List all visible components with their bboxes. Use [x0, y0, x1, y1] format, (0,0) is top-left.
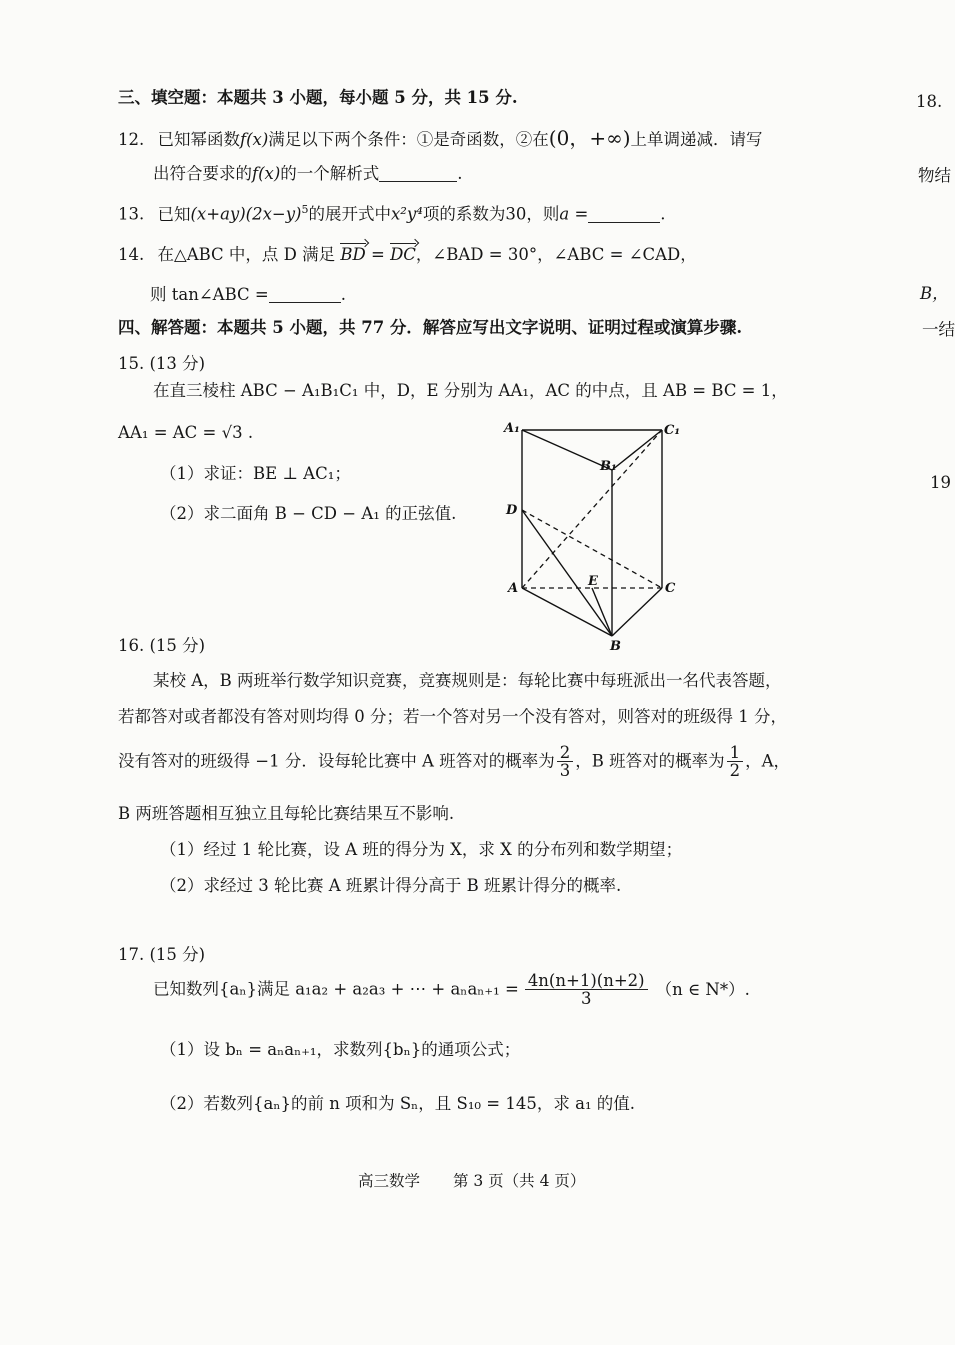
- q13-line: 13. 已知$(x+ay)(2x-y)^5$的展开式中x²y⁴项的系数为30，则a = .: [118, 203, 666, 224]
- q17-line1: 已知数列{aₙ}满足 a₁a₂ + a₂a₃ + ⋯ + aₙaₙ₊₁ = $\frac{4n(n+1)(n+2)}{3}$ （n ∈ N*）.: [153, 971, 750, 1009]
- fraction-sum: $\frac{4n(n+1)(n+2)}{3}$: [525, 972, 648, 1008]
- q17-part2: （2）若数列{aₙ}的前 n 项和为 Sₙ，且 S₁₀ = 145，求 a₁ 的值.: [160, 1094, 636, 1113]
- q12-line2: 出符合要求的f(x)的一个解析式 .: [153, 164, 463, 183]
- q13-number: 13.: [118, 204, 145, 224]
- prism-figure: [500, 418, 690, 658]
- q16-line1: 某校 A，B 两班举行数学知识竞赛，竞赛规则是：每轮比赛中每班派出一名代表答题，: [153, 671, 782, 690]
- fraction-pb: $\frac{1}{2}$: [727, 744, 744, 780]
- q14-number: 14.: [118, 245, 145, 264]
- answer-blank: [269, 286, 341, 304]
- edge-a1-b1: [522, 430, 612, 470]
- q12-line1: 12. 已知幂函数f(x)满足以下两个条件：①是奇函数，②在(0，+∞)上单调递减．请写: [118, 126, 763, 150]
- label-a1: A₁: [504, 421, 520, 436]
- q16-part1: （1）经过 1 轮比赛，设 A 班的得分为 X，求 X 的分布列和数学期望；: [160, 840, 683, 859]
- footer-subject: 高三数学: [358, 1172, 421, 1190]
- edge-a-b: [522, 588, 612, 636]
- section-3-title: 三、填空题：本题共 3 小题，每小题 5 分，共 15 分.: [118, 88, 518, 107]
- margin-fragment-text2: 一结: [922, 320, 955, 339]
- q17-part1: （1）设 bₙ = aₙaₙ₊₁，求数列{bₙ}的通项公式；: [160, 1040, 521, 1059]
- q17-header: 17. (15 分): [118, 945, 206, 964]
- label-c1: C₁: [664, 423, 681, 438]
- fraction-pa: $\frac{2}{3}$: [557, 744, 574, 780]
- edge-b1-c1: [612, 430, 662, 470]
- footer-page: 第 3 页（共 4 页）: [452, 1172, 586, 1190]
- q16-header: 16. (15 分): [118, 636, 206, 655]
- answer-blank: [588, 205, 660, 223]
- q16-line3: 没有答对的班级得 −1 分．设每轮比赛中 A 班答对的概率为 $\frac{2}{3}$ ，B 班答对的概率为 $\frac{1}{2}$ ，A，: [118, 743, 791, 781]
- q15-header: 15. (13 分): [118, 354, 206, 373]
- q14-line1: 14. 在△ABC 中，点 D 满足 BD = DC，∠BAD = 30°，∠ABC = ∠CAD，: [118, 245, 697, 264]
- q15-part1: （1）求证：BE ⊥ AC₁；: [160, 464, 351, 483]
- vector-bd: BD: [340, 245, 366, 264]
- edge-b-c: [612, 588, 662, 636]
- margin-fragment-18: 18.: [916, 92, 943, 111]
- margin-fragment-text: 物结: [918, 166, 951, 185]
- margin-fragment-19: 19: [930, 473, 951, 492]
- margin-fragment-b: B，: [920, 284, 949, 303]
- q14-line2: 则 tan∠ABC = .: [150, 285, 346, 304]
- label-b1: B₁: [600, 459, 617, 474]
- q15-line1: 在直三棱柱 ABC − A₁B₁C₁ 中，D，E 分别为 AA₁，AC 的中点，且 AB = BC = 1，: [153, 381, 788, 400]
- label-c: C: [665, 581, 676, 596]
- answer-blank: [379, 165, 457, 183]
- label-d: D: [506, 503, 518, 518]
- section-4-title: 四、解答题：本题共 5 小题，共 77 分．解答应写出文字说明、证明过程或演算步骤.: [118, 318, 743, 337]
- q15-line2: AA₁ = AC = √3 .: [118, 423, 254, 442]
- q16-part2: （2）求经过 3 轮比赛 A 班累计得分高于 B 班累计得分的概率.: [160, 876, 622, 895]
- page-footer: [358, 1172, 585, 1191]
- vector-dc: DC: [390, 245, 416, 264]
- label-e: E: [588, 574, 598, 589]
- q16-line2: 若都答对或者都没有答对则均得 0 分；若一个答对另一个没有答对，则答对的班级得 1 分，: [118, 707, 787, 726]
- label-b: B: [610, 639, 621, 654]
- q15-part2: （2）求二面角 B − CD − A₁ 的正弦值.: [160, 504, 457, 523]
- segment-a-c1-hidden: [522, 430, 662, 588]
- q12-number: 12.: [118, 130, 145, 149]
- q16-line4: B 两班答题相互独立且每轮比赛结果互不影响.: [118, 804, 455, 823]
- label-a: A: [508, 581, 519, 596]
